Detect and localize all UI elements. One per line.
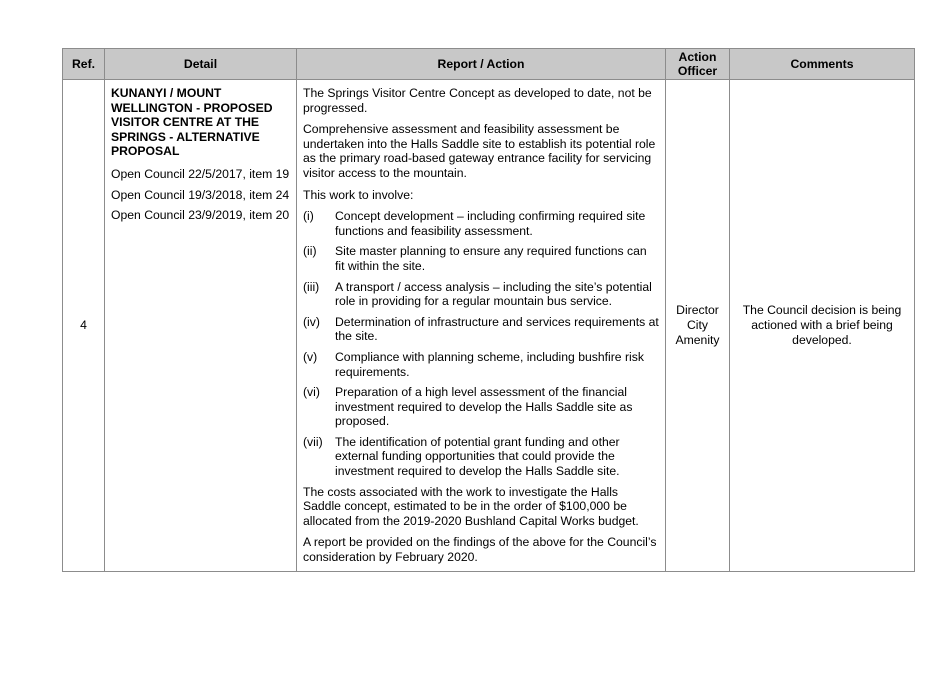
list-text: Concept development – including confirming required site functions and feasibility assessment.: [335, 209, 646, 238]
header-ref: Ref.: [63, 49, 105, 80]
list-text: Compliance with planning scheme, including bushfire risk requirements.: [335, 349, 644, 379]
report-paragraph: This work to involve:: [303, 187, 414, 202]
header-report-action: Report / Action: [297, 49, 666, 80]
list-number: (i): [303, 209, 314, 224]
header-detail: Detail: [105, 49, 297, 80]
header-comments: Comments: [730, 49, 915, 80]
header-action-officer: Action Officer: [666, 49, 730, 80]
list-text: A transport / access analysis – including the site’s potential role in providing for a regular mountain bus service.: [335, 279, 652, 309]
table-row: [63, 80, 915, 572]
detail-cell: [105, 80, 297, 572]
council-reference: Open Council 22/5/2017, item 19: [111, 166, 290, 181]
ref-cell: 4: [63, 80, 105, 572]
action-table: [62, 48, 915, 572]
list-text: Site master planning to ensure any required functions can fit within the site.: [335, 244, 647, 273]
list-item: [303, 209, 659, 238]
list-item: [303, 385, 659, 429]
detail-title: KUNANYI / MOUNT WELLINGTON - PROPOSED VISITOR CENTRE AT THE SPRINGS - ALTERNATIVE PROPOSAL: [111, 86, 273, 159]
list-number: (iv): [303, 314, 320, 329]
council-reference: Open Council 23/9/2019, item 20: [111, 208, 290, 223]
list-text: The identification of potential grant funding and other external funding opportunities that could provide the investment required to develop the Halls Saddle site.: [335, 434, 620, 479]
list-item: [303, 435, 659, 479]
list-item: [303, 315, 659, 344]
report-paragraph: The Springs Visitor Centre Concept as developed to date, not be progressed.: [303, 86, 652, 115]
list-number: (iii): [303, 279, 320, 294]
comments-cell: The Council decision is being actioned with a brief being developed.: [730, 80, 915, 572]
list-item: [303, 350, 659, 379]
council-reference: Open Council 19/3/2018, item 24: [111, 187, 290, 202]
report-paragraph: The costs associated with the work to investigate the Halls Saddle concept, estimated to be in the order of $100,000 be allocated from the 2019-2020 Bushland Capital Works budget.: [303, 484, 639, 528]
list-number: (vii): [303, 434, 323, 449]
report-paragraph: A report be provided on the findings of the above for the Council’s consideration by February 2020.: [303, 535, 657, 565]
list-number: (ii): [303, 244, 317, 259]
report-paragraph: Comprehensive assessment and feasibility assessment be undertaken into the Halls Saddle site to establish its potential role as the primary road-based gateway entrance facility for servicing visitor access to the mountain.: [303, 122, 656, 180]
list-text: Preparation of a high level assessment of the financial investment required to develop the Halls Saddle site as proposed.: [335, 385, 633, 429]
report-action-cell: [297, 80, 666, 572]
list-item: [303, 280, 659, 309]
header-row: [63, 49, 915, 80]
list-item: [303, 244, 659, 273]
list-number: (v): [303, 349, 318, 364]
list-text: Determination of infrastructure and services requirements at the site.: [335, 314, 659, 344]
list-number: (vi): [303, 385, 320, 400]
action-officer-cell: Director City Amenity: [666, 80, 730, 572]
